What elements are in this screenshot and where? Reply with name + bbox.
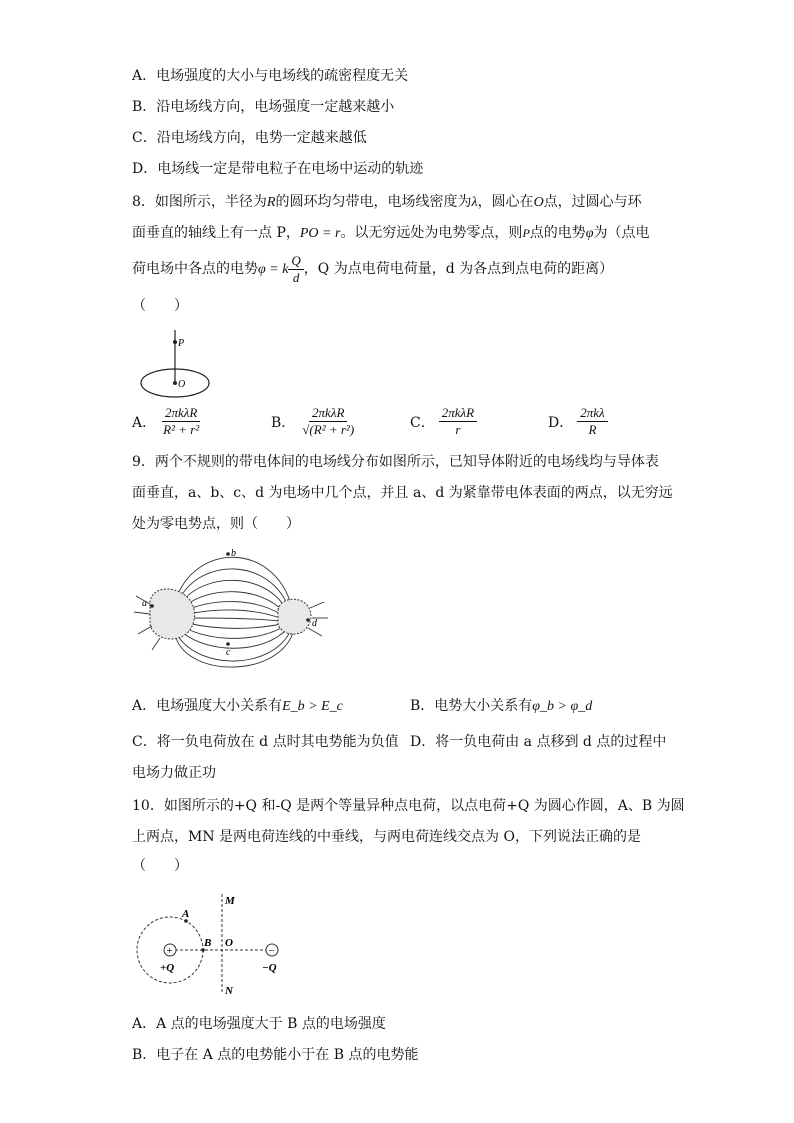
q10-stem-line1: 10．如图所示的+Q 和-Q 是两个等量异种点电荷，以点电荷+Q 为圆心作圆，A、B 为圆 <box>132 798 685 814</box>
point-c <box>226 642 230 646</box>
q8-stem-line3: 荷电场中各点的电势φ = k $\frac{Q}{d}$ ，Q 为点电荷电荷量，d 为各点到点电荷的距离） <box>132 252 614 285</box>
q9-stem-line1: 9．两个不规则的带电体间的电场线分布如图所示，已知导体附近的电场线均与导体表 <box>132 454 659 470</box>
q8-answer-paren: （ ） <box>132 298 188 314</box>
q7-option-c: C．沿电场线方向，电势一定越来越低 <box>132 130 367 146</box>
left-charged-body <box>150 589 195 639</box>
q8-option-d: D． $\frac{\text{2πkλ}}{R}$ <box>548 405 608 438</box>
point-p <box>173 340 177 344</box>
right-charged-body <box>278 599 311 634</box>
q8-stem-line1: 8．如图所示，半径为R的圆环均匀带电，电场线密度为λ，圆心在O点，过圆心与环 <box>132 194 642 210</box>
q9-option-a: A．电场强度大小关系有E_b > E_c <box>132 698 343 714</box>
q9-option-b: B．电势大小关系有φ_b > φ_d <box>410 698 593 714</box>
q10-option-b: B．电子在 A 点的电势能小于在 B 点的电势能 <box>132 1047 419 1063</box>
point-o <box>173 381 177 385</box>
q9-option-d: D．将一负电荷由 a 点移到 d 点的过程中 <box>410 734 667 750</box>
label-c: c <box>226 647 231 658</box>
q8-option-c: C． $\frac{\text{2πkλR}}{r}$ <box>410 405 477 438</box>
q10-answer-paren: （ ） <box>132 858 188 874</box>
label-plus-q: +Q <box>160 962 175 974</box>
label-o: O <box>178 379 186 390</box>
label-n: N <box>225 985 233 997</box>
q9-stem-line3: 处为零电势点，则（ ） <box>132 516 300 532</box>
label-p: P <box>178 338 185 349</box>
q7-option-b: B．沿电场线方向，电场强度一定越来越小 <box>132 99 395 115</box>
label-m: M <box>225 895 235 907</box>
q8-ring-figure <box>130 328 220 400</box>
q8-option-b: B． $\frac{\text{2πkλR}}{\text{√(R² + r²)}}$ <box>271 405 355 437</box>
q10-stem-line2: 上两点，MN 是两电荷连线的中垂线，与两电荷连线交点为 O，下列说法正确的是 <box>132 829 641 845</box>
q10-option-a: A．A 点的电场强度大于 B 点的电场强度 <box>132 1016 386 1032</box>
label-minus-q: −Q <box>262 962 277 974</box>
q9-option-c: C．将一负电荷放在 d 点时其电势能为负值 <box>132 734 399 750</box>
q7-option-d: D．电场线一定是带电粒子在电场中运动的轨迹 <box>132 161 424 177</box>
point-a <box>150 604 154 608</box>
q9-field-lines-figure <box>130 546 330 676</box>
q8-option-a: A． $\frac{\text{2πkλR}}{\text{R² + r²}}$ <box>132 405 200 437</box>
q8-stem-line2: 面垂直的轴线上有一点 P，PO = r。以无穷远处为电势零点，则P点的电势φ为（点电 <box>132 225 650 241</box>
svg-text:−: − <box>268 945 275 957</box>
label-b: B <box>204 937 212 949</box>
potential-fraction: $\frac{Q}{d}$ <box>288 253 303 286</box>
point-b <box>226 552 230 556</box>
label-o: O <box>225 937 233 949</box>
point-d <box>306 618 310 622</box>
q7-option-a: A．电场强度的大小与电场线的疏密程度无关 <box>132 68 409 84</box>
label-b: b <box>231 548 236 559</box>
label-a: a <box>142 598 147 609</box>
q10-charges-figure <box>130 890 300 1000</box>
q9-option-d-cont: 电场力做正功 <box>132 765 216 781</box>
svg-text:+: + <box>166 945 173 957</box>
q9-stem-line2: 面垂直，a、b、c、d 为电场中几个点，并且 a、d 为紧靠带电体表面的两点，以无穷远 <box>132 485 673 501</box>
label-d: d <box>312 618 317 629</box>
label-a: A <box>182 908 190 920</box>
